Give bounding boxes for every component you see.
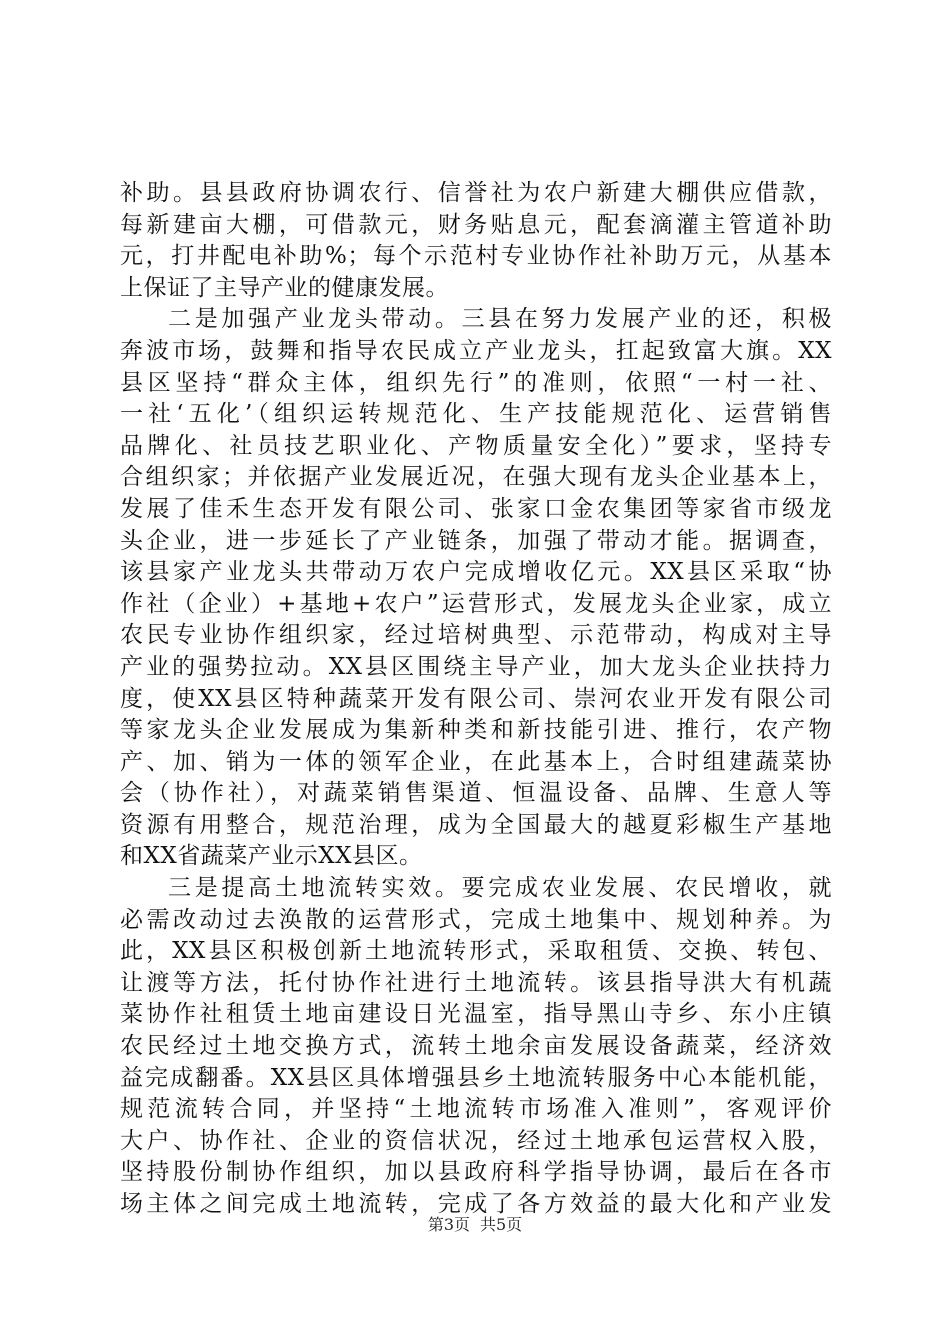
text-line: 资源有用整合，规范治理，成为全国最大的越夏彩椒生产基地 [120, 811, 832, 838]
text-line: 场主体之间完成土地流转，完成了各方效益的最大化和产业发 [120, 1191, 832, 1217]
text-line: 让渡等方法，托付协作社进行土地流转。该县指导洪大有机蔬 [120, 969, 832, 996]
text-line: 二是加强产业龙头带动。三县在努力发展产业的还，积极 [168, 306, 832, 333]
page-number: 第3页 [427, 1215, 470, 1234]
text-line: 农民经过土地交换方式，流转土地余亩发展设备蔬菜，经济效 [120, 1033, 832, 1060]
text-line: 头企业，进一步延长了产业链条，加强了带动才能。据调查， [120, 527, 832, 554]
text-line: 农民专业协作组织家，经过培树典型、示范带动，构成对主导 [120, 622, 832, 649]
text-line: 必需改动过去涣散的运营形式，完成土地集中、规划种养。为 [120, 906, 832, 933]
text-line: 三是提高土地流转实效。要完成农业发展、农民增收，就 [168, 875, 832, 902]
text-line: 会（协作社），对蔬菜销售渠道、恒温设备、品牌、生意人等 [120, 780, 832, 807]
text-line: 发展了佳禾生态开发有限公司、张家口金农集团等家省市级龙 [120, 495, 832, 522]
text-line: 产、加、销为一体的领军企业，在此基本上，合时组建蔬菜协 [120, 748, 832, 775]
text-line: 规范流转合同，并坚持“土地流转市场准入准则”，客观评价 [120, 1096, 832, 1123]
document-body [120, 178, 832, 1221]
text-line: 作社（企业）+基地+农户”运营形式，发展龙头企业家，成立 [120, 590, 832, 617]
total-pages: 共5页 [480, 1215, 523, 1234]
text-line: 菜协作社租赁土地亩建设日光温室，指导黑山寺乡、东小庄镇 [120, 1001, 832, 1028]
page-footer [0, 1215, 950, 1235]
text-line: 和XX省蔬菜产业示XX县区。 [120, 843, 423, 870]
text-line: 大户、协作社、企业的资信状况，经过土地承包运营权入股， [120, 1127, 832, 1154]
text-line: 度，使XX县区特种蔬菜开发有限公司、崇河农业开发有限公司 [120, 685, 832, 712]
text-line: 合组织家；并依据产业发展近况，在强大现有龙头企业基本上， [120, 464, 832, 491]
text-line: 元，打井配电补助%；每个示范村专业协作社补助万元，从基本 [120, 243, 832, 270]
text-line: 等家龙头企业发展成为集新种类和新技能引进、推行，农产物 [120, 717, 832, 744]
text-line: 县区坚持“群众主体，组织先行”的准则，依照“一村一社、 [120, 369, 832, 396]
text-line: 益完成翻番。XX县区具体增强县乡土地流转服务中心本能机能， [120, 1064, 832, 1091]
text-line: 此，XX县区积极创新土地流转形式，采取租赁、交换、转包、 [120, 938, 832, 965]
text-line: 一社‘五化’（组织运转规范化、生产技能规范化、运营销售 [120, 401, 832, 428]
text-line: 品牌化、社员技艺职业化、产物质量安全化）”要求，坚持专 [120, 432, 832, 459]
text-line: 每新建亩大棚，可借款元，财务贴息元，配套滴灌主管道补助 [120, 211, 832, 238]
text-line: 补助。县县政府协调农行、信誉社为农户新建大棚供应借款， [120, 180, 832, 206]
text-line: 上保证了主导产业的健康发展。 [120, 274, 449, 301]
text-line: 坚持股份制协作组织，加以县政府科学指导协调，最后在各市 [120, 1159, 832, 1186]
text-line: 该县家产业龙头共带动万农户完成增收亿元。XX县区采取“协 [120, 559, 832, 586]
text-line: 奔波市场，鼓舞和指导农民成立产业龙头，扛起致富大旗。XX [120, 337, 832, 364]
text-line: 产业的强势拉动。XX县区围绕主导产业，加大龙头企业扶持力 [120, 653, 832, 680]
